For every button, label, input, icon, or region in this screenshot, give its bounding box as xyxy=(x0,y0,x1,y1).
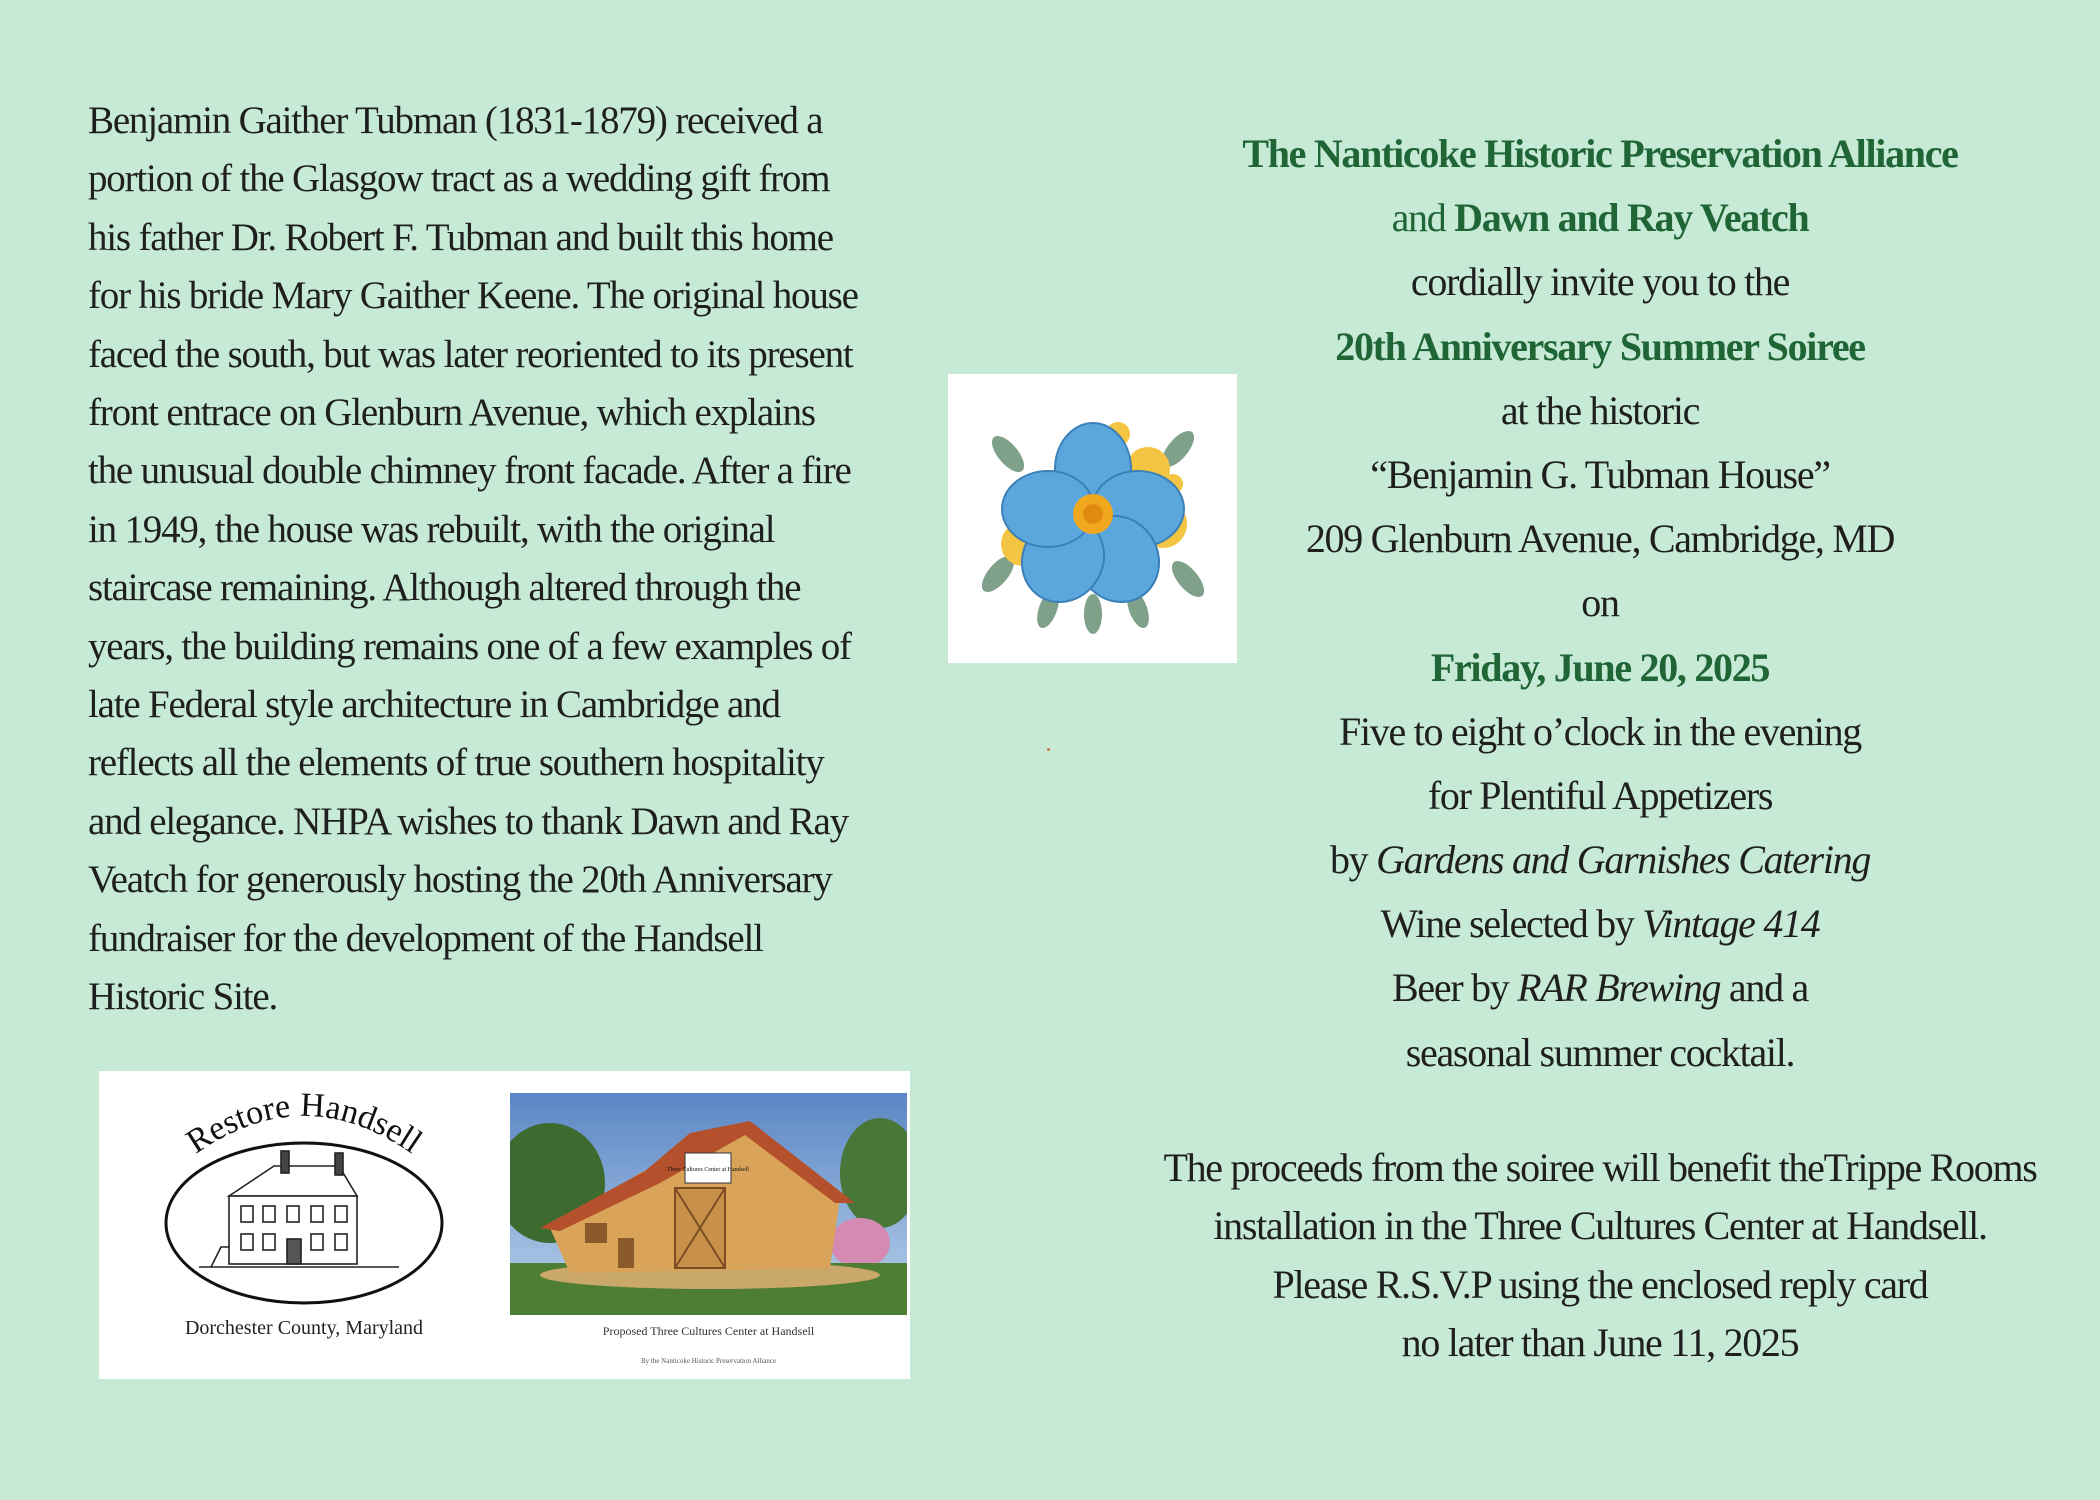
barn-sub-caption xyxy=(510,1357,907,1365)
at-line: at the historic xyxy=(1500,387,1700,433)
side-door xyxy=(618,1238,634,1268)
event-time: Five to eight o’clock in the evening xyxy=(1339,708,1861,754)
history-line: the unusual double chimney front facade. After a fire xyxy=(88,449,851,493)
hosts: Dawn and Ray Veatch xyxy=(1454,195,1809,241)
beer-suffix: and a xyxy=(1720,965,1808,1011)
wine-line xyxy=(1100,892,2100,956)
decorative-speck xyxy=(1047,748,1050,751)
invite-line: cordially invite you to the xyxy=(1410,259,1790,305)
barn-rendering xyxy=(510,1093,907,1384)
barn-window xyxy=(585,1223,607,1243)
beer-vendor: RAR Brewing xyxy=(1517,965,1721,1011)
barn-illustration xyxy=(510,1093,907,1315)
org-name: The Nanticoke Historic Preservation Alliance xyxy=(1242,131,1958,176)
address: 209 Glenburn Avenue, Cambridge, MD xyxy=(1305,516,1895,562)
handsell-logo-card xyxy=(99,1071,910,1379)
proceeds-line-1: The proceeds from the soiree will benefit theTrippe Rooms xyxy=(1163,1144,2037,1190)
history-line: faced the south, but was later reoriented to its present xyxy=(88,332,853,376)
barn-caption: Proposed Three Cultures Center at Handsell xyxy=(602,1324,815,1338)
history-line: for his bride Mary Gaither Keene. The original house xyxy=(88,274,858,318)
history-line: his father Dr. Robert F. Tubman and built this home xyxy=(88,215,833,259)
beer-line xyxy=(1100,956,2100,1020)
proceeds-line-2: installation in the Three Cultures Center at Handsell. xyxy=(1213,1203,1987,1249)
appetizers-line: for Plentiful Appetizers xyxy=(1427,772,1773,818)
house-name: “Benjamin G. Tubman House” xyxy=(1370,451,1830,497)
spacer xyxy=(1100,1085,2100,1139)
barn-sign-text: Three Cultures Center at Handsell xyxy=(667,1167,749,1173)
by-word: by xyxy=(1329,837,1368,883)
event-date: Friday, June 20, 2025 xyxy=(1430,644,1770,690)
event-name: 20th Anniversary Summer Soiree xyxy=(1335,323,1865,369)
on-word: on xyxy=(1581,580,1619,626)
restore-handsell-title xyxy=(180,1087,429,1161)
beer-prefix: Beer by xyxy=(1392,965,1509,1011)
history-line: reflects all the elements of true southern hospitality xyxy=(88,741,824,785)
history-line: late Federal style architecture in Cambridge and xyxy=(88,683,780,727)
history-line: front entrace on Glenburn Avenue, which explains xyxy=(88,391,815,435)
restore-handsell-title-path: Restore Handsell xyxy=(179,1086,429,1161)
and-word: and xyxy=(1391,195,1446,241)
caterer-line xyxy=(1100,828,2100,892)
history-line: staircase remaining. Although altered through the xyxy=(88,566,801,610)
rsvp-line-2: no later than June 11, 2025 xyxy=(1401,1320,1799,1366)
rsvp-line-1: Please R.S.V.P using the enclosed reply card xyxy=(1272,1261,1928,1307)
wine-vendor: Vintage 414 xyxy=(1642,901,1820,947)
restore-handsell-logo xyxy=(99,1071,509,1379)
history-line: in 1949, the house was rebuilt, with the original xyxy=(88,507,775,551)
history-line: Veatch for generously hosting the 20th Anniversary xyxy=(88,858,832,902)
history-line: years, the building remains one of a few examples of xyxy=(88,624,851,668)
history-line: portion of the Glasgow tract as a wedding gift from xyxy=(88,157,830,201)
wine-prefix: Wine selected by xyxy=(1380,901,1634,947)
county-caption: Dorchester County, Maryland xyxy=(184,1317,424,1339)
history-paragraph xyxy=(88,92,938,1027)
flowering-tree xyxy=(830,1218,890,1268)
history-line: and elegance. NHPA wishes to thank Dawn and Ray xyxy=(88,799,848,843)
history-line: Benjamin Gaither Tubman (1831-1879) received a xyxy=(88,99,823,142)
barn-by: By the xyxy=(640,1357,660,1365)
history-line: fundraiser for the development of the Handsell xyxy=(88,916,763,960)
cocktail-line: seasonal summer cocktail. xyxy=(1405,1029,1795,1075)
invitation-text xyxy=(1100,122,2100,1373)
caterer: Gardens and Garnishes Catering xyxy=(1376,837,1871,883)
hosts-line xyxy=(1100,186,2100,250)
barn-org: Nanticoke Historic Preservation Alliance xyxy=(661,1357,777,1365)
house-sketch-icon xyxy=(199,1151,399,1267)
history-line: Historic Site. xyxy=(88,975,278,1019)
